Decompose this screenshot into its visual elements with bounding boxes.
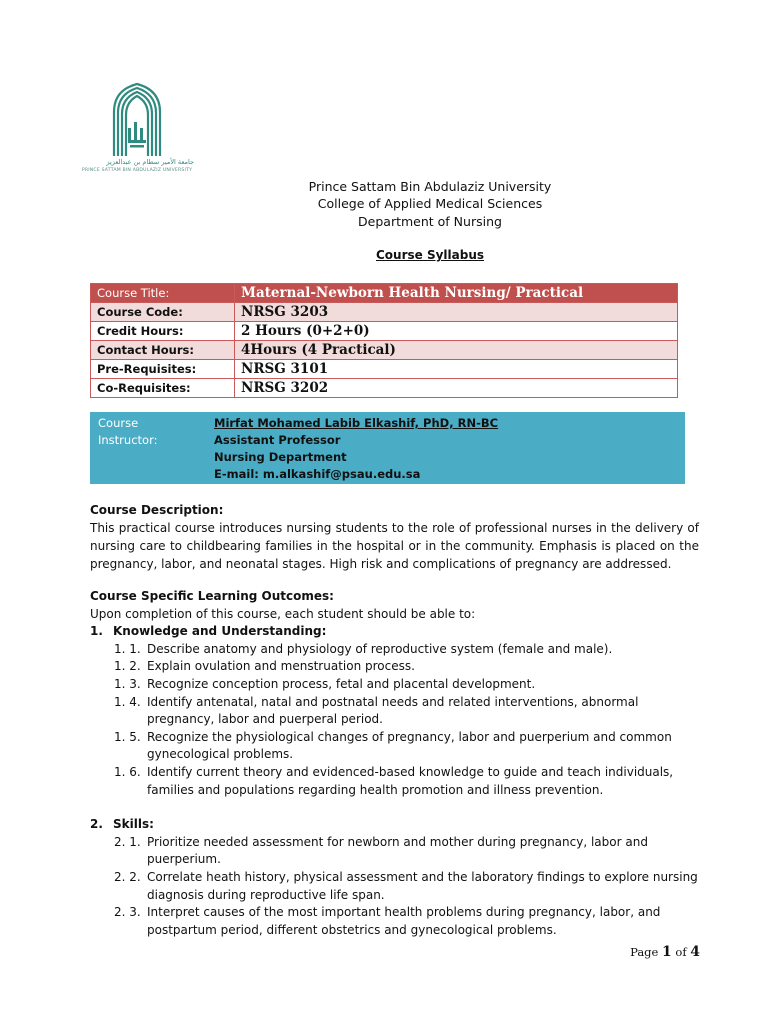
- item-text: Identify antenatal, natal and postnatal needs and related interventions, abnormal pregnancy, labor and puerperal period.: [147, 694, 639, 727]
- list-item: [90, 904, 699, 939]
- page-number: [630, 944, 700, 960]
- total-pages: 4: [690, 944, 700, 960]
- outcomes-intro: Upon completion of this course, each student should be able to:: [90, 606, 476, 621]
- list-item: [90, 694, 699, 729]
- department-name: Department of Nursing: [358, 214, 502, 229]
- table-row: [91, 379, 678, 398]
- co-requisites-label: Co-Requisites:: [91, 379, 235, 398]
- instructor-label-line2: Instructor:: [98, 433, 158, 447]
- instructor-box: [90, 412, 685, 484]
- instructor-title: Assistant Professor: [214, 433, 341, 447]
- item-text: Correlate heath history, physical assessment and the laboratory findings to explore nursing diagnosis during reproductive life span.: [147, 869, 698, 902]
- section-number: 2.: [90, 817, 103, 832]
- item-text: Identify current theory and evidenced-based knowledge to guide and teach individuals, families and populations regarding health promotion and illness prevention.: [147, 764, 674, 797]
- spacer: [90, 799, 699, 816]
- item-number: 1. 4.: [114, 694, 141, 709]
- contact-hours-value: 4Hours (4 Practical): [235, 341, 678, 360]
- university-name: Prince Sattam Bin Abdulaziz University: [308, 179, 552, 194]
- item-text: Recognize conception process, fetal and placental development.: [147, 676, 536, 691]
- learning-outcomes: [90, 588, 699, 939]
- instructor-details: [214, 415, 674, 483]
- course-title-label: Course Title:: [91, 284, 235, 303]
- section-title: Knowledge and Understanding:: [113, 624, 327, 639]
- item-number: 2. 1.: [114, 834, 141, 849]
- section-number: 1.: [90, 624, 103, 639]
- credit-hours-label: Credit Hours:: [91, 322, 235, 341]
- table-row: [91, 284, 678, 303]
- course-code-label: Course Code:: [91, 303, 235, 322]
- course-description: [90, 501, 699, 573]
- pre-requisites-value: NRSG 3101: [235, 360, 678, 379]
- list-item: [90, 729, 699, 764]
- item-text: Explain ovulation and menstruation process.: [147, 659, 415, 674]
- item-number: 2. 2.: [114, 869, 141, 884]
- list-item: [90, 834, 699, 869]
- description-text: This practical course introduces nursing students to the role of professional nurses in the delivery of nursing care to childbearing families in the hospital or in the community. Emphasis is placed on the pregnancy, labor, and neonatal stages. High risk and complications of pregnancy are addressed.: [90, 521, 699, 571]
- outcomes-title: Course Specific Learning Outcomes:: [90, 589, 334, 603]
- instructor-label-line1: Course: [98, 416, 139, 430]
- table-row: [91, 322, 678, 341]
- item-number: 1. 2.: [114, 659, 141, 674]
- list-item: [90, 658, 699, 676]
- list-item: [90, 676, 699, 694]
- instructor-email[interactable]: E-mail: m.alkashif@psau.edu.sa: [214, 467, 421, 481]
- section-heading: [90, 816, 699, 834]
- college-name: College of Applied Medical Sciences: [317, 196, 543, 211]
- instructor-name: Mirfat Mohamed Labib Elkashif, PhD, RN-BC: [214, 416, 499, 430]
- item-number: 1. 1.: [114, 641, 141, 656]
- contact-hours-label: Contact Hours:: [91, 341, 235, 360]
- list-item: [90, 641, 699, 659]
- list-item: [90, 764, 699, 799]
- pre-requisites-label: Pre-Requisites:: [91, 360, 235, 379]
- course-code-value: NRSG 3203: [235, 303, 678, 322]
- credit-hours-value: 2 Hours (0+2+0): [235, 322, 678, 341]
- co-requisites-value: NRSG 3202: [235, 379, 678, 398]
- course-info-table: [90, 283, 678, 398]
- list-item: [90, 869, 699, 904]
- document-title: Course Syllabus: [375, 248, 485, 262]
- logo-caption: PRINCE SATTAM BIN ABDULAZIZ UNIVERSITY: [81, 168, 193, 173]
- page-word: Page: [630, 945, 659, 959]
- table-row: [91, 360, 678, 379]
- logo-arch-icon: [78, 82, 196, 166]
- logo-arabic-text: جامعة الأمير سطام بن عبدالعزيز: [106, 158, 194, 166]
- item-number: 1. 3.: [114, 676, 141, 691]
- section-title: Skills:: [113, 817, 154, 832]
- item-text: Interpret causes of the most important health problems during pregnancy, labor, and postpartum period, different obstetrics and gynecological problems.: [147, 905, 661, 937]
- university-logo: [78, 82, 196, 178]
- table-row: [91, 341, 678, 360]
- item-text: Recognize the physiological changes of pregnancy, labor and puerperium and common gynecological problems.: [147, 729, 672, 762]
- current-page: 1: [662, 944, 672, 960]
- course-title-value: Maternal-Newborn Health Nursing/ Practical: [235, 284, 678, 303]
- item-number: 1. 5.: [114, 729, 141, 744]
- item-number: 2. 3.: [114, 905, 141, 920]
- item-text: Prioritize needed assessment for newborn and mother during pregnancy, labor and puerperium.: [147, 834, 648, 867]
- section-heading: [90, 623, 699, 641]
- description-title: Course Description:: [90, 503, 224, 517]
- instructor-label: [98, 415, 198, 449]
- table-row: [91, 303, 678, 322]
- of-word: of: [675, 945, 687, 959]
- item-number: 1. 6.: [114, 764, 141, 779]
- instructor-department: Nursing Department: [214, 450, 347, 464]
- item-text: Describe anatomy and physiology of reproductive system (female and male).: [147, 641, 613, 656]
